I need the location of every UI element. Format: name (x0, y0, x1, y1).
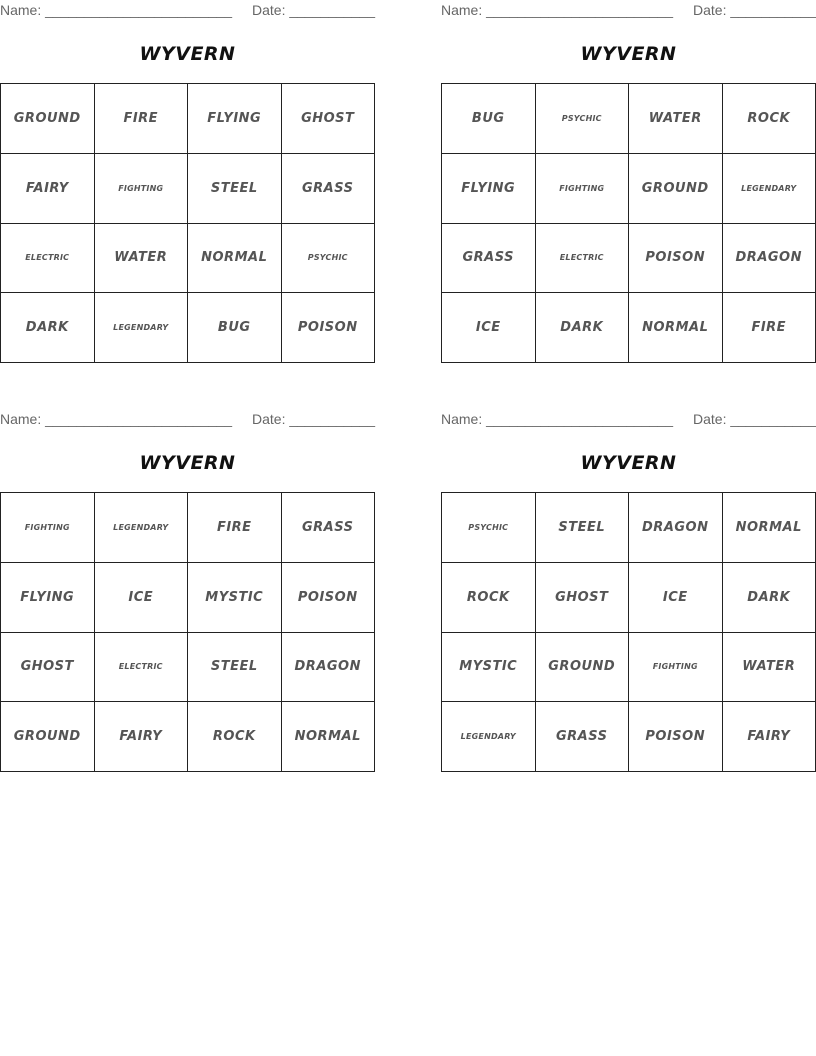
bingo-cell: ELECTRIC (95, 633, 189, 703)
bingo-cell: WATER (723, 633, 816, 703)
bingo-cell: POISON (282, 293, 376, 363)
bingo-cell: LEGENDARY (723, 154, 816, 224)
bingo-cell: FLYING (442, 154, 536, 224)
bingo-cell: STEEL (188, 154, 282, 224)
date-field: Date: ___________ (693, 411, 816, 427)
bingo-cell: WATER (629, 84, 723, 154)
bingo-cell: FIRE (95, 84, 189, 154)
bingo-cell: FIRE (723, 293, 816, 363)
bingo-cell: MYSTIC (188, 563, 282, 633)
bingo-cell: STEEL (536, 493, 630, 563)
bingo-card-2 (441, 0, 816, 375)
bingo-cell: FAIRY (1, 154, 95, 224)
bingo-cell: ROCK (442, 563, 536, 633)
bingo-grid (0, 83, 375, 363)
name-field: Name: ________________________ (441, 2, 673, 18)
bingo-cell: DRAGON (629, 493, 723, 563)
bingo-cell: GHOST (536, 563, 630, 633)
bingo-cell: LEGENDARY (95, 493, 189, 563)
bingo-cell: FIGHTING (536, 154, 630, 224)
card-title: WYVERN (139, 43, 236, 65)
bingo-cell: MYSTIC (442, 633, 536, 703)
bingo-cell: NORMAL (723, 493, 816, 563)
date-field: Date: ___________ (252, 2, 375, 18)
bingo-cell: ICE (95, 563, 189, 633)
bingo-cell: PSYCHIC (282, 224, 376, 294)
bingo-cell: DARK (723, 563, 816, 633)
bingo-grid (441, 492, 816, 772)
bingo-cell: DARK (536, 293, 630, 363)
bingo-cell: ROCK (188, 702, 282, 772)
bingo-grid (0, 492, 375, 772)
bingo-cell: NORMAL (629, 293, 723, 363)
bingo-cell: GRASS (442, 224, 536, 294)
bingo-cell: POISON (629, 224, 723, 294)
date-field: Date: ___________ (252, 411, 375, 427)
name-field: Name: ________________________ (0, 411, 232, 427)
bingo-cell: FIRE (188, 493, 282, 563)
bingo-cell: GROUND (629, 154, 723, 224)
bingo-cell: GHOST (282, 84, 376, 154)
bingo-cell: ROCK (723, 84, 816, 154)
bingo-cell: GROUND (536, 633, 630, 703)
card-title: WYVERN (139, 452, 236, 474)
card-title: WYVERN (580, 43, 677, 65)
bingo-cell: NORMAL (282, 702, 376, 772)
bingo-cell: POISON (282, 563, 376, 633)
bingo-cell: FAIRY (723, 702, 816, 772)
bingo-cell: STEEL (188, 633, 282, 703)
bingo-card-3 (0, 409, 375, 784)
bingo-cell: FIGHTING (629, 633, 723, 703)
bingo-cell: NORMAL (188, 224, 282, 294)
bingo-cell: ICE (629, 563, 723, 633)
bingo-cell: FIGHTING (95, 154, 189, 224)
bingo-cell: FLYING (188, 84, 282, 154)
bingo-cell: PSYCHIC (442, 493, 536, 563)
bingo-cell: GROUND (1, 84, 95, 154)
bingo-cell: FLYING (1, 563, 95, 633)
bingo-cell: PSYCHIC (536, 84, 630, 154)
bingo-cell: FAIRY (95, 702, 189, 772)
bingo-cell: FIGHTING (1, 493, 95, 563)
bingo-grid (441, 83, 816, 363)
bingo-cell: ELECTRIC (1, 224, 95, 294)
bingo-cell: DRAGON (282, 633, 376, 703)
bingo-cell: BUG (442, 84, 536, 154)
bingo-card-4 (441, 409, 816, 784)
bingo-cell: LEGENDARY (442, 702, 536, 772)
name-field: Name: ________________________ (441, 411, 673, 427)
bingo-cell: WATER (95, 224, 189, 294)
bingo-cell: LEGENDARY (95, 293, 189, 363)
name-field: Name: ________________________ (0, 2, 232, 18)
card-title: WYVERN (580, 452, 677, 474)
bingo-cell: DARK (1, 293, 95, 363)
bingo-cell: GRASS (536, 702, 630, 772)
bingo-card-1 (0, 0, 375, 375)
bingo-cell: ELECTRIC (536, 224, 630, 294)
bingo-cell: BUG (188, 293, 282, 363)
bingo-cell: POISON (629, 702, 723, 772)
bingo-cell: ICE (442, 293, 536, 363)
bingo-cell: DRAGON (723, 224, 816, 294)
bingo-cell: GHOST (1, 633, 95, 703)
bingo-cell: GROUND (1, 702, 95, 772)
date-field: Date: ___________ (693, 2, 816, 18)
bingo-cell: GRASS (282, 154, 376, 224)
bingo-cell: GRASS (282, 493, 376, 563)
